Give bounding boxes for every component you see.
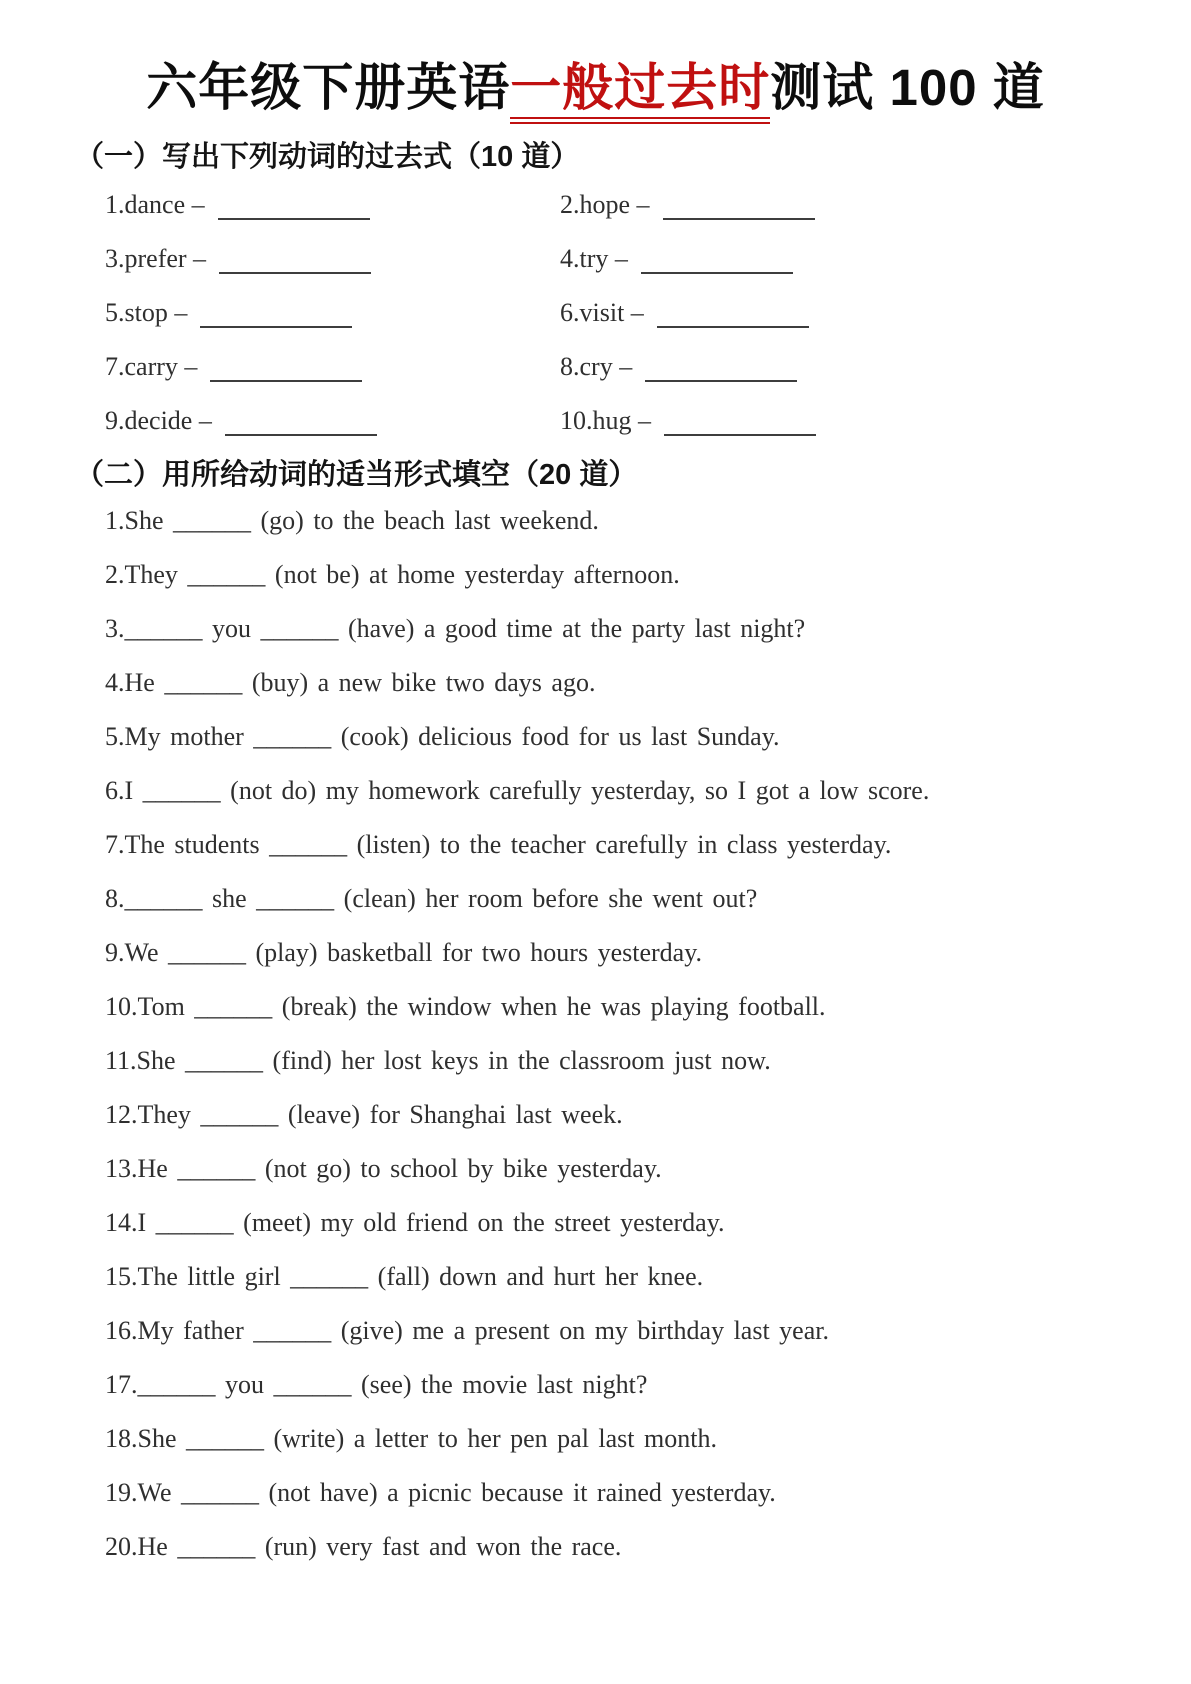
title-suffix: 测试 100 道: [770, 59, 1045, 116]
sentence-item: 1.She ______ (go) to the beach last weekend.: [105, 506, 599, 535]
answer-blank: [219, 252, 371, 274]
verb-label: 4.try –: [560, 244, 628, 273]
answer-blank: [225, 414, 377, 436]
verb-list: [105, 178, 1116, 448]
answer-blank: [664, 414, 816, 436]
verb-item: [560, 178, 1116, 232]
answer-blank: [641, 252, 793, 274]
sentence-item: 12.They ______ (leave) for Shanghai last week.: [105, 1100, 623, 1129]
verb-label: 3.prefer –: [105, 244, 207, 273]
title-highlight: 一般过去时: [510, 59, 770, 124]
verb-item: [105, 286, 560, 340]
sentence-item: 17.______ you ______ (see) the movie last night?: [105, 1370, 648, 1399]
answer-blank: [218, 198, 370, 220]
sentence-item: 9.We ______ (play) basketball for two hours yesterday.: [105, 938, 703, 967]
verb-label: 1.dance –: [105, 190, 205, 219]
sentence-item: 19.We ______ (not have) a picnic because it rained yesterday.: [105, 1478, 776, 1507]
verb-item: [560, 286, 1116, 340]
sentence-item: 4.He ______ (buy) a new bike two days ago.: [105, 668, 596, 697]
answer-blank: [210, 360, 362, 382]
sentence-list: [105, 494, 1116, 1574]
sentence-item: 2.They ______ (not be) at home yesterday afternoon.: [105, 560, 680, 589]
section-one-heading: （一）写出下列动词的过去式（10 道）: [75, 141, 580, 173]
sentence-item: 14.I ______ (meet) my old friend on the street yesterday.: [105, 1208, 725, 1237]
verb-label: 10.hug –: [560, 406, 651, 435]
verb-item: [105, 232, 560, 286]
verb-item: [105, 340, 560, 394]
sentence-item: 20.He ______ (run) very fast and won the race.: [105, 1532, 622, 1561]
verb-label: 7.carry –: [105, 352, 198, 381]
sentence-item: 16.My father ______ (give) me a present on my birthday last year.: [105, 1316, 829, 1345]
verb-label: 6.visit –: [560, 298, 644, 327]
answer-blank: [663, 198, 815, 220]
verb-label: 2.hope –: [560, 190, 650, 219]
title-prefix: 六年级下册英语: [146, 59, 511, 116]
sentence-item: 6.I ______ (not do) my homework carefully yesterday, so I got a low score.: [105, 776, 930, 805]
sentence-item: 13.He ______ (not go) to school by bike yesterday.: [105, 1154, 662, 1183]
answer-blank: [645, 360, 797, 382]
verb-item: [560, 232, 1116, 286]
verb-label: 8.cry –: [560, 352, 633, 381]
verb-item: [105, 178, 560, 232]
answer-blank: [657, 306, 809, 328]
verb-label: 5.stop –: [105, 298, 188, 327]
verb-item: [105, 394, 560, 448]
verb-item: [560, 340, 1116, 394]
sentence-item: 5.My mother ______ (cook) delicious food for us last Sunday.: [105, 722, 780, 751]
sentence-item: 8.______ she ______ (clean) her room before she went out?: [105, 884, 758, 913]
sentence-item: 7.The students ______ (listen) to the teacher carefully in class yesterday.: [105, 830, 892, 859]
section-two-heading: （二）用所给动词的适当形式填空（20 道）: [75, 459, 638, 491]
sentence-item: 3.______ you ______ (have) a good time at the party last night?: [105, 614, 806, 643]
verb-label: 9.decide –: [105, 406, 212, 435]
sentence-item: 15.The little girl ______ (fall) down and hurt her knee.: [105, 1262, 704, 1291]
page-title: [75, 52, 1116, 124]
sentence-item: 10.Tom ______ (break) the window when he was playing football.: [105, 992, 826, 1021]
sentence-item: 18.She ______ (write) a letter to her pen pal last month.: [105, 1424, 717, 1453]
answer-blank: [200, 306, 352, 328]
sentence-item: 11.She ______ (find) her lost keys in the classroom just now.: [105, 1046, 771, 1075]
verb-item: [560, 394, 1116, 448]
